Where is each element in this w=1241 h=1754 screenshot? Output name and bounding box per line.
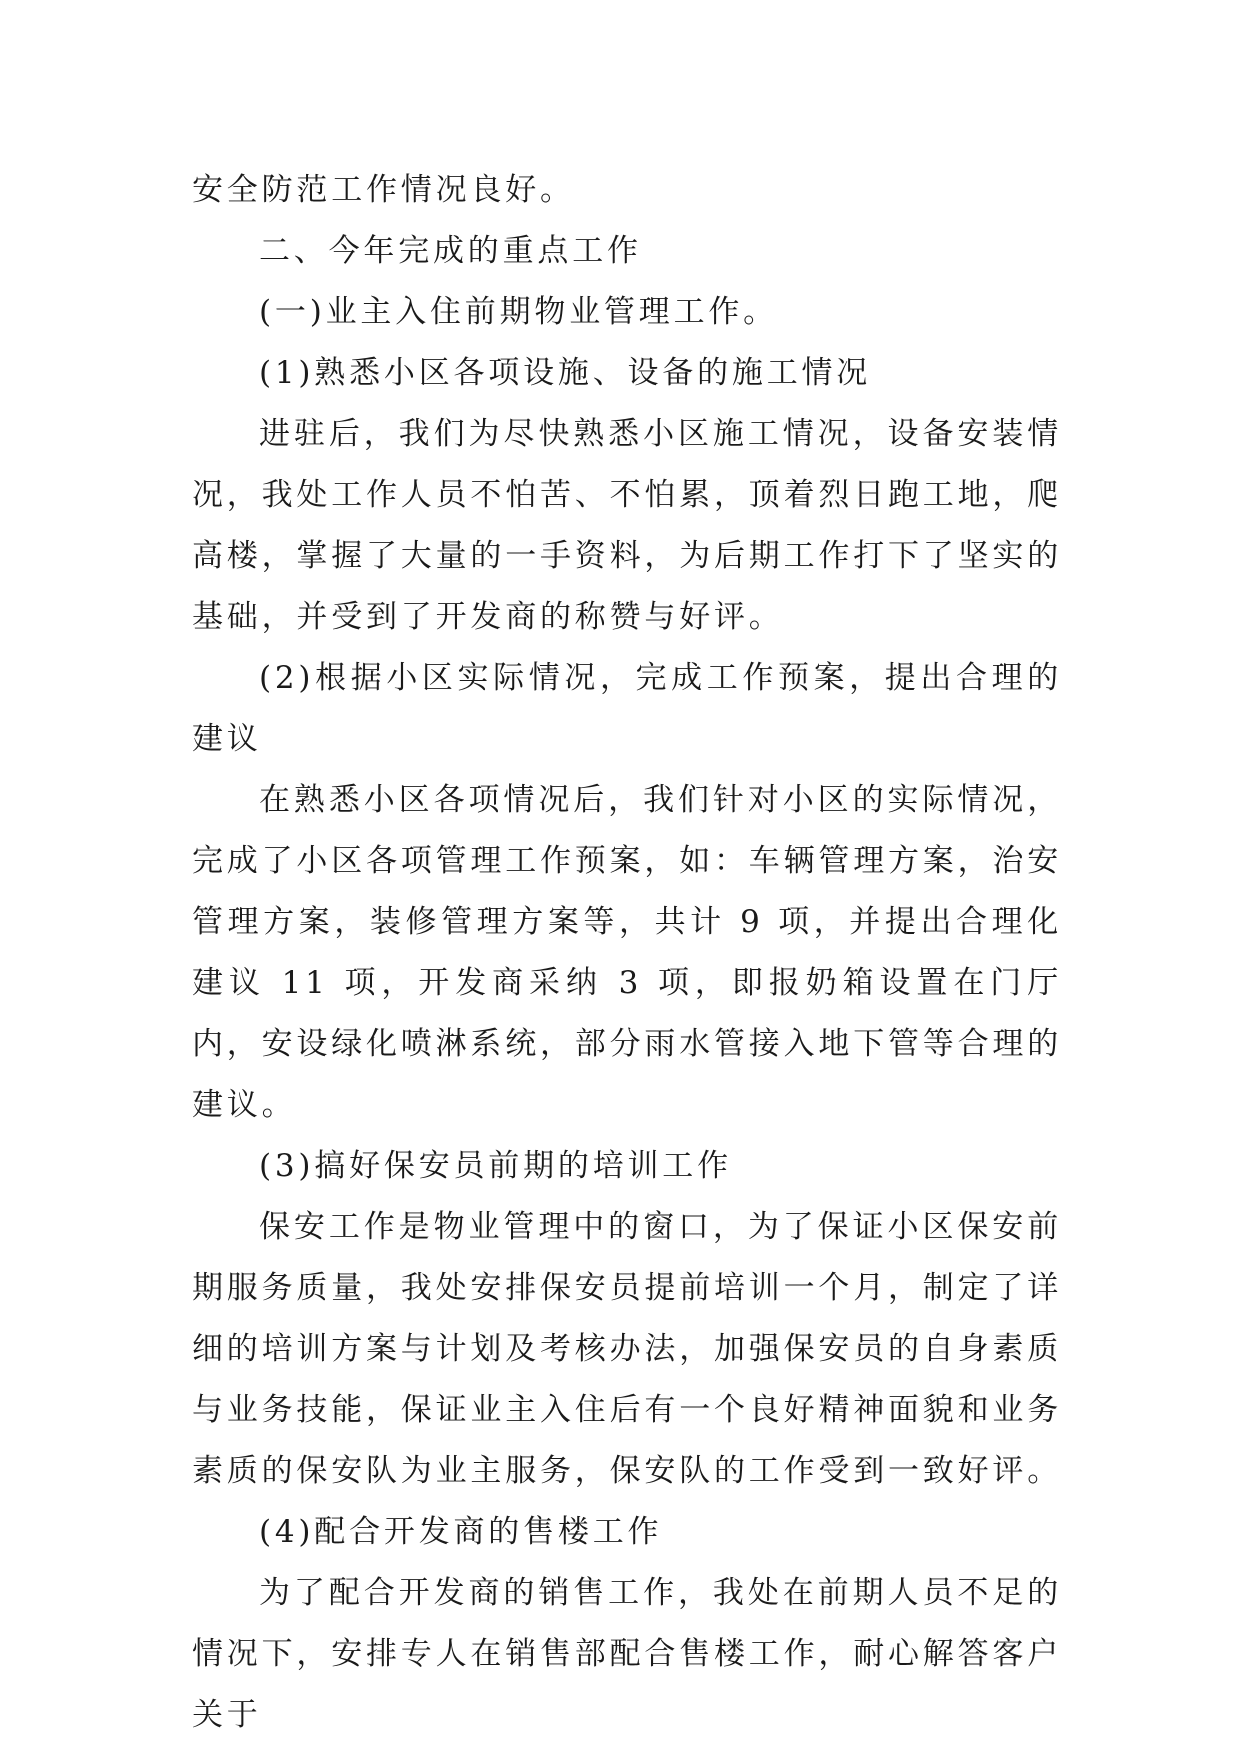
- paragraph-item-1: 进驻后，我们为尽快熟悉小区施工情况，设备安装情况，我处工作人员不怕苦、不怕累，顶着烈日跑工地，爬高楼，掌握了大量的一手资料，为后期工作打下了坚实的基础，并受到了开发商的称赞与好评。: [192, 416, 1062, 635]
- paragraph-safety-summary: 安全防范工作情况良好。: [192, 172, 575, 208]
- document-body: [192, 160, 1062, 1746]
- item-heading-4: (4)配合开发商的售楼工作: [259, 1514, 663, 1550]
- item-heading-3: (3)搞好保安员前期的培训工作: [259, 1148, 732, 1184]
- paragraph-item-3: 保安工作是物业管理中的窗口，为了保证小区保安前期服务质量，我处安排保安员提前培训一个月，制定了详细的培训方案与计划及考核办法，加强保安员的自身素质与业务技能，保证业主入住后有一个良好精神面貌和业务素质的保安队为业主服务，保安队的工作受到一致好评。: [192, 1209, 1062, 1489]
- section-heading-key-work: 二、今年完成的重点工作: [259, 233, 642, 269]
- subsection-heading-pre-occupancy: (一)业主入住前期物业管理工作。: [259, 294, 778, 330]
- item-heading-2: (2)根据小区实际情况，完成工作预案，提出合理的建议: [192, 660, 1062, 757]
- paragraph-item-2: 在熟悉小区各项情况后，我们针对小区的实际情况，完成了小区各项管理工作预案，如：车辆管理方案，治安管理方案，装修管理方案等，共计 9 项，并提出合理化建议 11 项，开发商采纳 3 项，即报奶箱设置在门厅内，安设绿化喷淋系统，部分雨水管接入地下管等合理的建议。: [192, 782, 1062, 1123]
- item-heading-1: (1)熟悉小区各项设施、设备的施工情况: [259, 355, 872, 391]
- paragraph-item-4: 为了配合开发商的销售工作，我处在前期人员不足的情况下，安排专人在销售部配合售楼工作，耐心解答客户关于: [192, 1575, 1062, 1733]
